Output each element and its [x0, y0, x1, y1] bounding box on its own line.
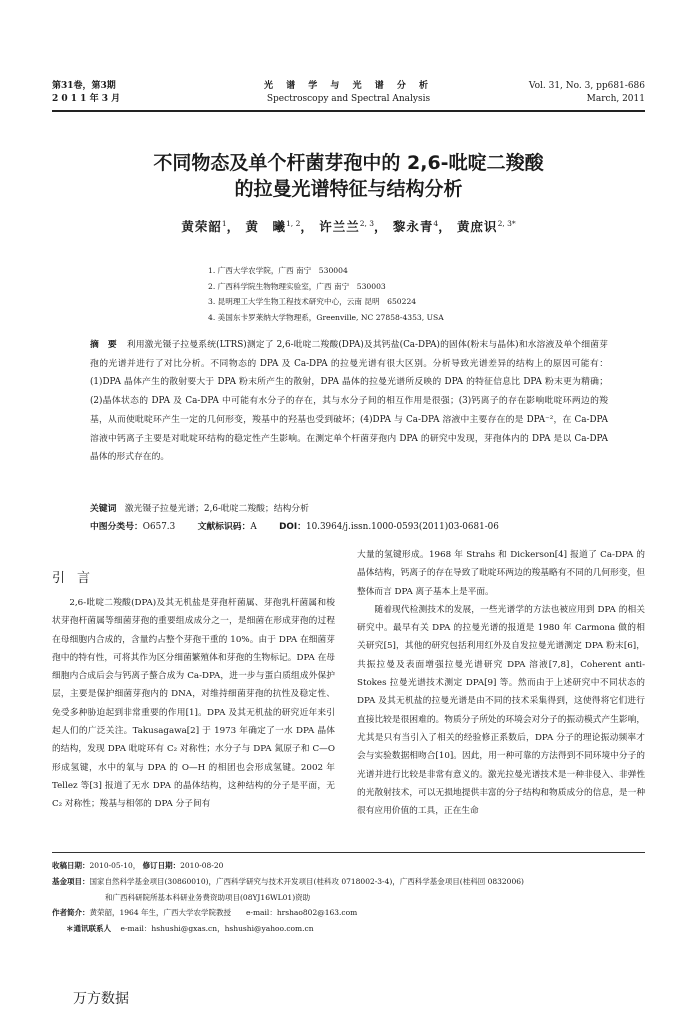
- received-date: 2010-05-10，: [89, 861, 141, 870]
- affiliation-item: 1. 广西大学农学院，广西 南宁 530004: [208, 266, 348, 275]
- footnote-rule: [52, 852, 645, 853]
- author-name: 黄荣韶: [181, 219, 222, 234]
- volume-issue: 第31卷，第3期: [52, 81, 116, 91]
- doc-code-value: A: [250, 522, 257, 532]
- keywords-label: 关键词: [90, 504, 117, 514]
- abstract: [90, 336, 608, 467]
- running-header: [52, 80, 645, 110]
- affiliation-item: 2. 广西科学院生物物理实验室，广西 南宁 530003: [208, 281, 386, 291]
- revised-label: 修订日期：: [142, 861, 181, 870]
- author-affil-mark: 2, 3*: [497, 218, 516, 228]
- author-affil-mark: 1, 2: [286, 218, 301, 228]
- fund-label: 基金项目：: [52, 876, 90, 886]
- author-name: 许兰兰: [319, 219, 360, 234]
- footnote-fund: [52, 874, 652, 890]
- doc-code-label: 文献标识码：: [197, 522, 251, 532]
- classification-line: [90, 518, 610, 536]
- corr-label: ＊通讯联系人: [66, 924, 111, 934]
- author-affil-mark: 2, 3: [359, 218, 375, 228]
- clc-label: 中图分类号：: [90, 522, 143, 532]
- keywords-text: 激光镊子拉曼光谱；2,6-吡啶二羧酸；结构分析: [124, 504, 309, 514]
- paragraph: 随着现代检测技术的发展，一些光谱学的方法也被应用到 DPA 的相关研究中。最早有关 DPA 的拉曼光谱的报道是 1980 年 Carmona 做的相关研究[5]，其他的研究包括利用红外及自发拉曼光谱测定 DPA 粉末[6]，共振拉曼及表面增强拉曼光谱研究 DPA 溶液[7,8]，Coherent anti-Stokes 拉曼光谱技术测定 DPA[9] 等。然而由于上述研究中不同状态的 DPA 及其无机盐的拉曼光谱是由不同的技术采集得到，这使得将它们进行直接比较是很困难的。物质分子所处的环境会对分子的振动模式产生影响，尤其是只有当引入了相关的经验修正系数后，DPA 分子的理论振动频率才会与实验数据相吻合[10]。因此，用一种可靠的方法得到不同环境中分子的光谱并进行比较是非常有意义的。激光拉曼光谱技术是一种非侵入、非弹性的光散射技术，可以无损地提供丰富的分子结构和物质成分的信息，是一种很有应用价值的工具，正在生命: [357, 604, 645, 817]
- paper-title: [52, 150, 645, 202]
- footnote-author: [52, 905, 652, 921]
- corr-email: e-mail：hshushi@gxas.cn，hshushi@yahoo.com.cn: [120, 924, 314, 934]
- journal-name-cn: 光 谱 学 与 光 谱 分 析: [264, 81, 433, 91]
- affiliation-item: 4. 美国东卡罗莱纳大学物理系，Greenville, NC 27858-4353, USA: [208, 312, 444, 322]
- intro-right-column: [357, 546, 645, 820]
- received-label: 收稿日期：: [52, 861, 90, 870]
- paragraph: 大量的氢键形成。1968 年 Strahs 和 Dickerson[4] 报道了 Ca-DPA 的晶体结构，钙离子的存在导致了吡啶环两边的羧基略有不同的几何形变，但整体而言 DPA 离子基本上是平面。: [357, 550, 645, 597]
- footnote-fund-cont: 和广西科研院所基本科研业务费资助项目(08YJ16WL01)资助: [105, 892, 311, 902]
- journal-name-en: Spectroscopy and Spectral Analysis: [266, 94, 431, 104]
- footnotes: [52, 858, 652, 937]
- paragraph: 2,6-吡啶二羧酸(DPA)及其无机盐是芽孢杆菌属、芽孢乳杆菌属和梭状芽孢杆菌属等细菌芽孢的重要组成成分之一，是细菌在形成芽孢的过程在母细胞内合成的，含量约占整个芽孢干重的 10%。由于 DPA 在细菌芽孢中的特有性，可将其作为区分细菌繁殖体和芽孢的生物标记。DPA 在母细胞内合成后会与钙离子螯合成为 Ca-DPA，进一步与蛋白质组成外保护层，主要是保护细菌芽孢内的 DNA，对维持细菌芽孢的抗性及稳定性、免受多种胁迫起到非常重要的作用[1]。DPA 及其无机盐的研究近年来引起人们的广泛关注。Takusagawa[2] 于 1973 年确定了一水 DPA 晶体的结构，发现 DPA 吡啶环有 C₂ 对称性；水分子与 DPA 氮原子和 C—O 形成氢键，水中的氧与 DPA 的 O—H 的相团也会形成氢键。2002 年 Tellez 等[3] 报道了无水 DPA 的晶体结构，这种结构的分子是平面，无 C₂ 对称性；羧基与相邻的 DPA 分子间有: [52, 598, 335, 810]
- abstract-label: 摘 要: [90, 340, 117, 350]
- footnote-correspondence: [52, 921, 652, 937]
- issue-date: March, 2011: [586, 94, 645, 104]
- affiliations: [208, 263, 628, 325]
- volume-pages: Vol. 31, No. 3, pp681-686: [528, 81, 645, 91]
- fund-text: 国家自然科学基金项目(30860010)，广西科学研究与技术开发项目(桂科攻 0718002-3-4)，广西科学基金项目(桂科回 0832006): [89, 876, 524, 886]
- author-affil-mark: 4: [433, 218, 439, 228]
- section-heading-intro: 引言: [52, 571, 103, 586]
- author-name: 黄庶识: [457, 219, 498, 234]
- doi-label: DOI：: [279, 522, 306, 532]
- year-month: 2 0 1 1 年 3 月: [52, 94, 121, 104]
- revised-date: 2010-08-20: [180, 861, 224, 870]
- author-info-label: 作者简介：: [52, 908, 90, 918]
- keywords: [90, 500, 608, 518]
- doi-value: 10.3964/j.issn.1000-0593(2011)03-0681-06: [305, 522, 499, 532]
- author-name: 黄 曦: [245, 219, 287, 234]
- watermark: 万方数据: [73, 991, 129, 1007]
- author-name: 黎永青: [392, 219, 434, 234]
- header-right: [529, 80, 645, 106]
- author-list: 黄荣韶$^1$， 黄 曦$^{1, 2}$， 许兰兰$^{2, 3}$， 黎永青$^4$， 黄庶识$^{2, 3*}$: [181, 218, 516, 234]
- intro-left-column: [52, 594, 335, 814]
- title-line-2: 的拉曼光谱特征与结构分析: [234, 178, 463, 200]
- header-rule: [52, 110, 645, 112]
- abstract-text: 利用激光镊子拉曼系统(LTRS)测定了 2,6-吡啶二羧酸(DPA)及其钙盐(Ca-DPA)的固体(粉末与晶体)和水溶液及单个细菌芽孢的光谱并进行了对比分析。不同物态的 DPA 及 Ca-DPA 的拉曼光谱有很大区别。分析导致光谱差异的结构上的原因可能有：(1)DPA 晶体产生的散射要大于 DPA 粉末所产生的散射，DPA 晶体的拉曼光谱所反映的 DPA 的特征信息比 DPA 粉末更为精确；(2)晶体状态的 DPA 及 Ca-DPA 中可能有水分子的存在，其与水分子间的相互作用是很强；(3)钙离子的存在影响吡啶环两边的羧基，从而使吡啶环产生一定的几何形变，羧基中的羟基也受到破坏；(4)DPA 与 Ca-DPA 溶液中主要存在的是 DPA⁻²，在 Ca-DPA 溶液中钙离子主要是对吡啶环结构的稳定性产生影响。在测定单个杆菌芽孢内 DPA 的研究中发现，芽孢体内的 DPA 是以 Ca-DPA 晶体的形式存在的。: [90, 340, 608, 463]
- title-line-1: 不同物态及单个杆菌芽孢中的 2,6-吡啶二羧酸: [153, 152, 544, 174]
- affiliation-item: 3. 昆明理工大学生物工程技术研究中心，云南 昆明 650224: [208, 297, 417, 306]
- footnote-dates: [52, 858, 652, 874]
- clc-value: O657.3: [142, 522, 176, 532]
- author-affil-mark: 1: [221, 218, 227, 228]
- author-info: 黄荣韶，1964 年生，广西大学农学院教授 e-mail：hrshao802@163.com: [89, 908, 358, 918]
